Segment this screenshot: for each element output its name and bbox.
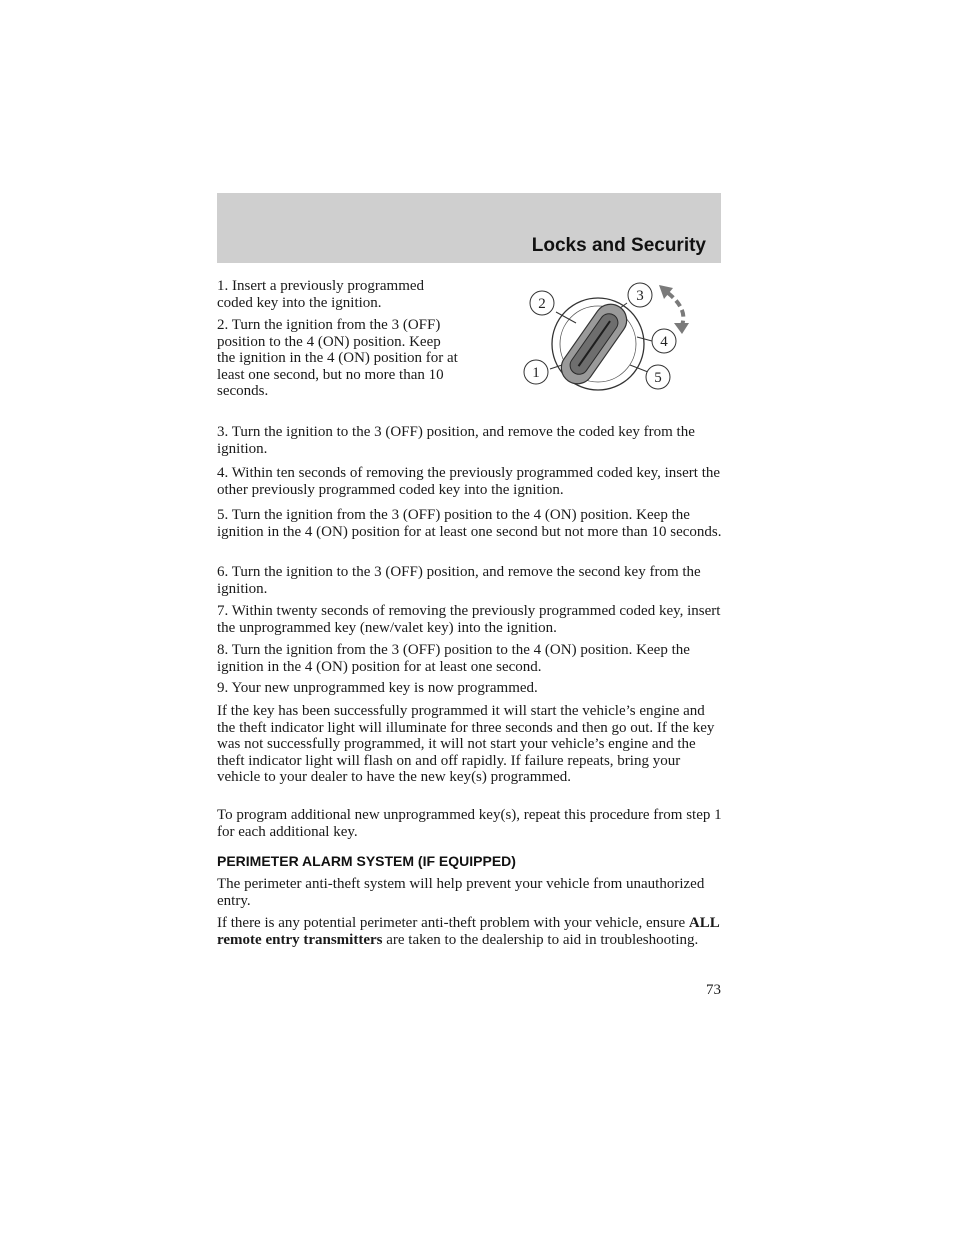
svg-text:1: 1 <box>532 365 540 381</box>
perimeter-intro: The perimeter anti-theft system will help prevent your vehicle from unauthorized entry. <box>217 876 705 909</box>
svg-text:2: 2 <box>538 296 546 312</box>
position-label-4 <box>652 329 676 353</box>
ignition-diagram <box>512 277 697 397</box>
section-header <box>217 193 721 263</box>
step-3: 3. Turn the ignition to the 3 (OFF) position, and remove the coded key from the ignition. <box>217 424 695 457</box>
position-label-2 <box>530 291 554 315</box>
step-9: 9. Your new unprogrammed key is now programmed. <box>217 680 538 696</box>
svg-text:4: 4 <box>660 334 668 350</box>
svg-text:3: 3 <box>636 288 644 304</box>
success-note: If the key has been successfully programmed it will start the vehicle’s engine and the theft indicator light will illuminate for three seconds and then go out. If the key was not successfully programmed, it will not start your vehicle’s engine and the theft indicator light will flash on and off rapidly. If failure repeats, bring your vehicle to your dealer to have the new key(s) programmed. <box>217 703 715 785</box>
position-label-1 <box>524 360 548 384</box>
perimeter-problem-text-end: are taken to the dealership to aid in troubleshooting. <box>382 931 699 948</box>
perimeter-alarm-heading: PERIMETER ALARM SYSTEM (IF EQUIPPED) <box>217 853 516 869</box>
step-1: 1. Insert a previously programmed coded key into the ignition. <box>217 278 425 311</box>
perimeter-problem-emphasis: ALL remote entry transmitters <box>217 915 719 948</box>
step-8: 8. Turn the ignition from the 3 (OFF) position to the 4 (ON) position. Keep the ignition in the 4 (ON) position for at least one second. <box>217 642 690 675</box>
position-label-5 <box>646 365 670 389</box>
perimeter-problem-note <box>217 915 723 948</box>
position-label-3 <box>628 283 652 307</box>
perimeter-problem-text-start: If there is any potential perimeter anti-theft problem with your vehicle, ensure <box>217 915 689 931</box>
svg-text:5: 5 <box>654 370 662 386</box>
page-number: 73 <box>706 982 721 998</box>
step-5: 5. Turn the ignition from the 3 (OFF) position to the 4 (ON) position. Keep the ignition in the 4 (ON) position for at least one second but not more than 10 seconds. <box>217 507 722 540</box>
additional-keys-note: To program additional new unprogrammed key(s), repeat this procedure from step 1 for each additional key. <box>217 807 722 840</box>
step-6: 6. Turn the ignition to the 3 (OFF) position, and remove the second key from the ignition. <box>217 564 701 597</box>
section-title: Locks and Security <box>531 235 706 256</box>
step-4: 4. Within ten seconds of removing the previously programmed coded key, insert the other previously programmed coded key into the ignition. <box>217 465 721 498</box>
step-2: 2. Turn the ignition from the 3 (OFF) position to the 4 (ON) position. Keep the ignition in the 4 (ON) position for at least one second, but no more than 10 seconds. <box>217 317 458 399</box>
rotation-arrow-icon <box>659 285 689 334</box>
step-7: 7. Within twenty seconds of removing the previously programmed coded key, insert the unprogrammed key (new/valet key) into the ignition. <box>217 603 721 636</box>
